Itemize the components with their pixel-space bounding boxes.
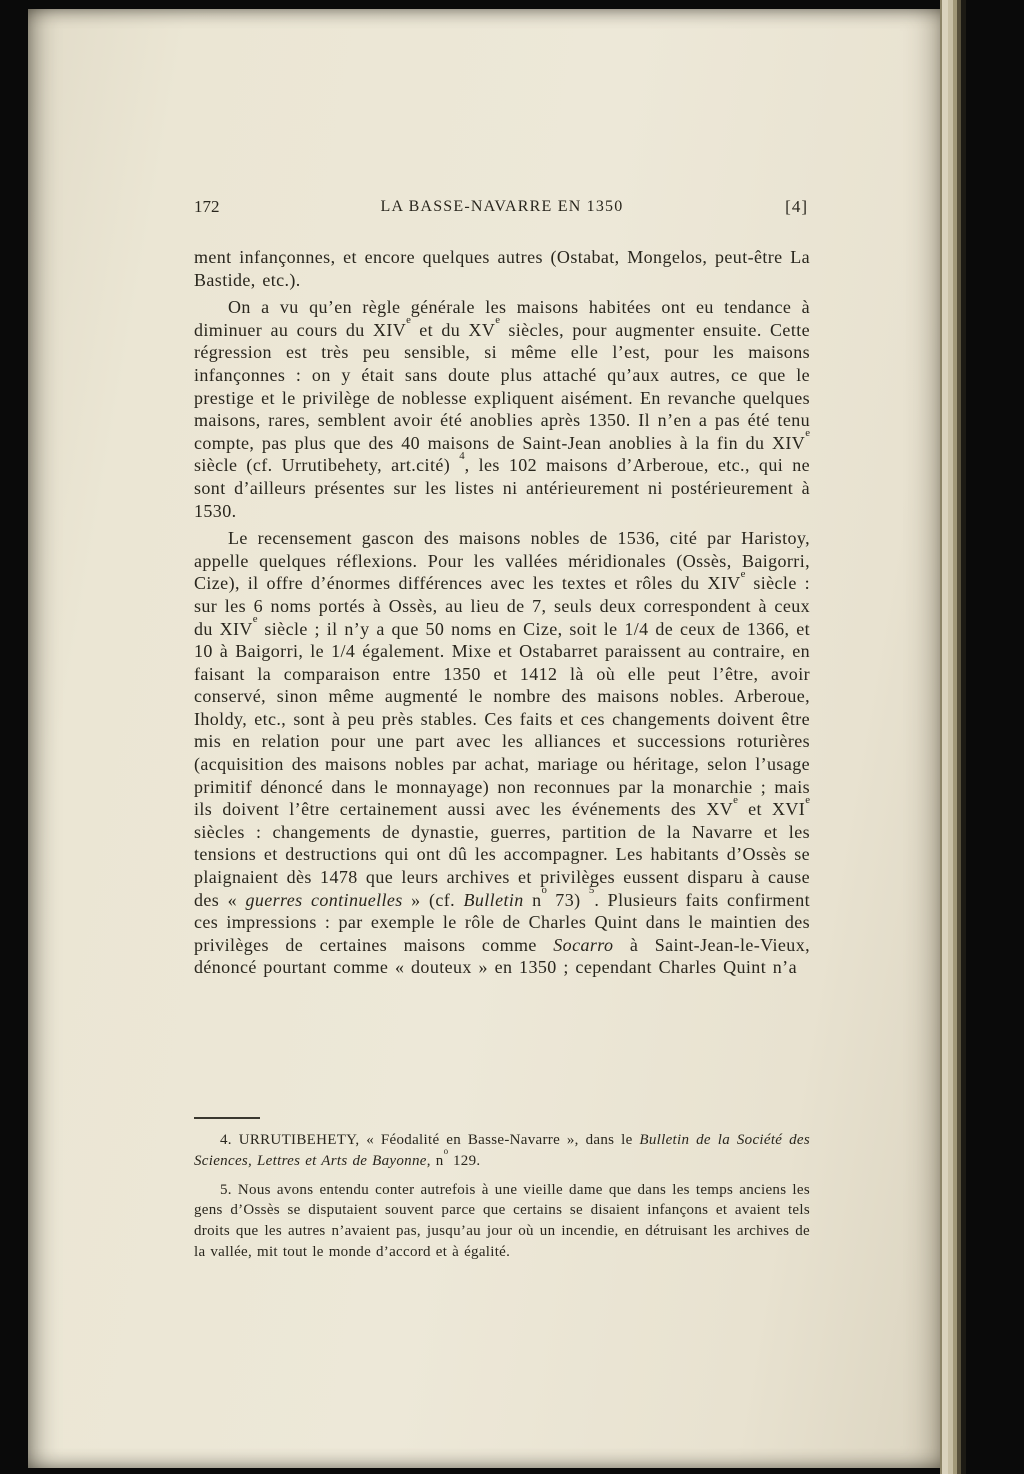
footnotes-section [194,1117,810,1271]
footnote-5: 5. Nous avons entendu conter autrefois à une vieille dame que dans les temps anciens les gens d’Ossès se disputaient souvent parce que certains se disaient infançons et avaient tels droits que les autres n’avaient pas, jusqu’au jour où un incendie, en détruisant les archives de la vallée, mit tout le monde d’accord et à égalité. [194,1181,810,1260]
running-title: LA BASSE-NAVARRE EN 1350 [380,198,624,215]
paragraph-3: Le recensement gascon des maisons nobles de 1536, cité par Haristoy, appelle quelques réflexions. Pour les vallées méridionales (Ossès, Baigorri, Cize), il offre d’énormes différences avec les textes et rôles du XIVe siècle : sur les 6 noms portés à Ossès, au lieu de 7, seuls deux correspondent à ceux du XIVe siècle ; il n’y a que 50 noms en Cize, soit le 1/4 de ceux de 1366, et 10 à Baigorri, le 1/4 également. Mixe et Ostabarret paraissent au contraire, en faisant la comparaison entre 1350 et 1412 là où elle peut l’être, avoir conservé, sinon même augmenté le nombre des maisons nobles. Arberoue, Iholdy, etc., sont à peu près stables. Ces faits et ces changements doivent être mis en relation pour une part avec les alliances et successions roturières (acquisition des maisons nobles par achat, mariage ou héritage, selon l’usage primitif dénoncé dans le monnayage) non reconnues par la monarchie ; mais ils doivent l’être certainement aussi avec les événements des XVe et XVIe siècles : changements de dynastie, guerres, partition de la Navarre et les tensions et destructions qui ont dû les accompagner. Les habitants d’Ossès se plaignaient dès 1478 que leurs archives et privilèges eussent disparu à cause des « guerres continuelles » (cf. Bulletin $n^o$ 73) $^5$. Plusieurs faits confirment ces impressions : par exemple le rôle de Charles Quint dans le maintien des privilèges de certaines maisons comme Socarro à Saint-Jean-le-Vieux, dénoncé pourtant comme « douteux » en 1350 ; cependant Charles Quint n’a [194,528,810,978]
page-number: 172 [194,197,220,216]
footnote-separator [194,1117,260,1119]
folio-number: [4] [785,197,808,216]
book-page [28,9,940,1468]
adjacent-page-edges [940,0,1024,1474]
footnote-4: 4. URRUTIBEHETY, « Féodalité en Basse-Navarre », dans le Bulletin de la Société des Sciences, Lettres et Arts de Bayonne, $n^o$ 129. [194,1132,810,1169]
body-text [194,246,810,1108]
paragraph-continuation: ment infançonnes, et encore quelques autres (Ostabat, Mongelos, peut-être La Bastide, etc.). [194,247,810,290]
page-header [194,197,810,219]
paragraph-2: On a vu qu’en règle générale les maisons habitées ont eu tendance à diminuer au cours du XIVe et du XVe siècles, pour augmenter ensuite. Cette régression est très peu sensible, si même elle l’est, pour les maisons infançonnes : on y était sans doute plus attaché qu’aux autres, ce que le prestige et le privilège de noblesse expliquent aisément. En revanche quelques maisons, rares, semblent avoir été anoblies après 1350. Il n’en a pas été tenu compte, pas plus que des 40 maisons de Saint-Jean anoblies à la fin du XIVe siècle (cf. Urrutibehety, art.cité) $^4$, les 102 maisons d’Arberoue, etc., qui ne sont d’ailleurs présentes sur les listes ni antérieurement ni postérieurement à 1530. [194,297,810,521]
